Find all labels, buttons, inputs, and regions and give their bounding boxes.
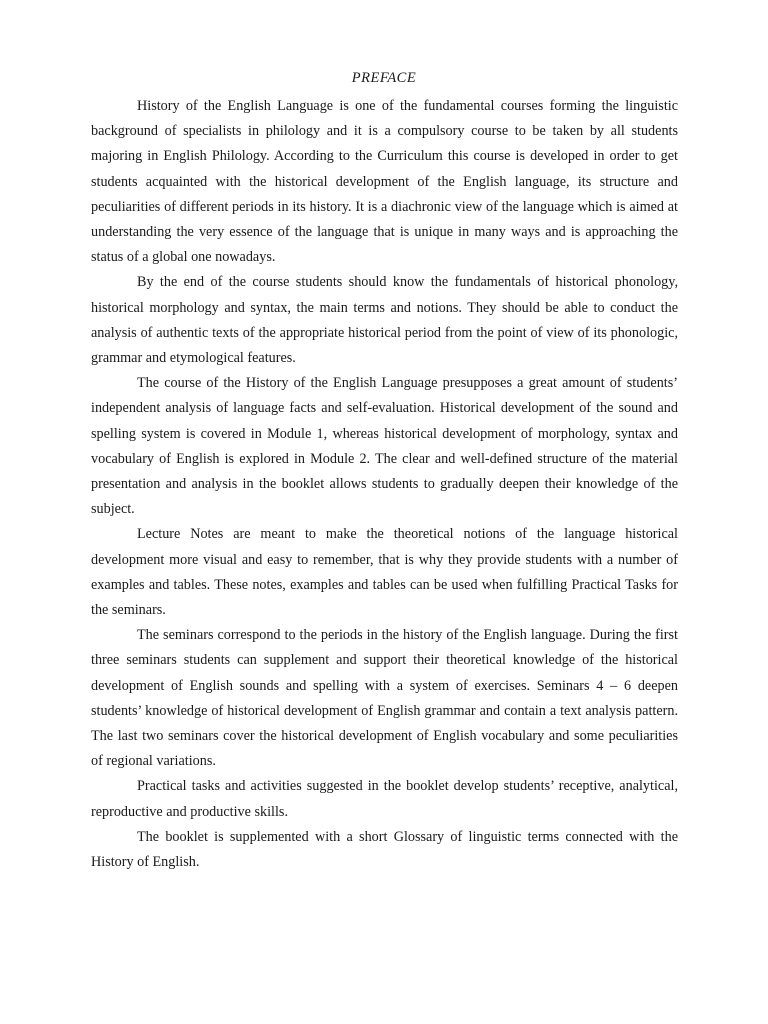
page-title: PREFACE xyxy=(351,70,417,86)
paragraph-seminars: The seminars correspond to the periods in the history of the English language. During the first three seminars students can supplement and support their theoretical knowledge of the historical development of English sounds and spelling with a system of exercises. Seminars 4 – 6 deepen students’ knowledge of historical development of English grammar and contain a text analysis pattern. The last two seminars cover the historical development of English vocabulary and some peculiarities of regional variations. xyxy=(91,627,678,770)
paragraph-practical-tasks: Practical tasks and activities suggested in the booklet develop students’ receptive, analytical, reproductive and productive skills. xyxy=(91,778,678,820)
document-body xyxy=(91,94,678,875)
paragraph-glossary: The booklet is supplemented with a short Glossary of linguistic terms connected with the History of English. xyxy=(91,828,678,871)
paragraph-learning-outcomes: By the end of the course students should know the fundamentals of historical phonology, historical morphology and syntax, the main terms and notions. They should be able to conduct the analysis of authentic texts of the appropriate historical period from the point of view of its phonologic, grammar and etymological features. xyxy=(91,274,678,367)
paragraph-course-overview: History of the English Language is one of the fundamental courses forming the linguistic background of specialists in philology and it is a compulsory course to be taken by all students majoring in English Philology. According to the Curriculum this course is developed in order to get students acquainted with the historical development of the English language, its structure and peculiarities of different periods in its history. It is a diachronic view of the language which is aimed at understanding the very essence of the language that is unique in many ways and is approaching the status of a global one nowadays. xyxy=(91,98,678,266)
paragraph-course-modules: The course of the History of the English Language presupposes a great amount of students’ independent analysis of language facts and self-evaluation. Historical development of the sound and spelling system is covered in Module 1, whereas historical development of morphology, syntax and vocabulary of English is explored in Module 2. The clear and well-defined structure of the material presentation and analysis in the booklet allows students to gradually deepen their knowledge of the subject. xyxy=(91,375,678,518)
paragraph-lecture-notes: Lecture Notes are meant to make the theoretical notions of the language historical development more visual and easy to remember, that is why they provide students with a number of examples and tables. These notes, examples and tables can be used when fulfilling Practical Tasks for the seminars. xyxy=(91,526,678,619)
